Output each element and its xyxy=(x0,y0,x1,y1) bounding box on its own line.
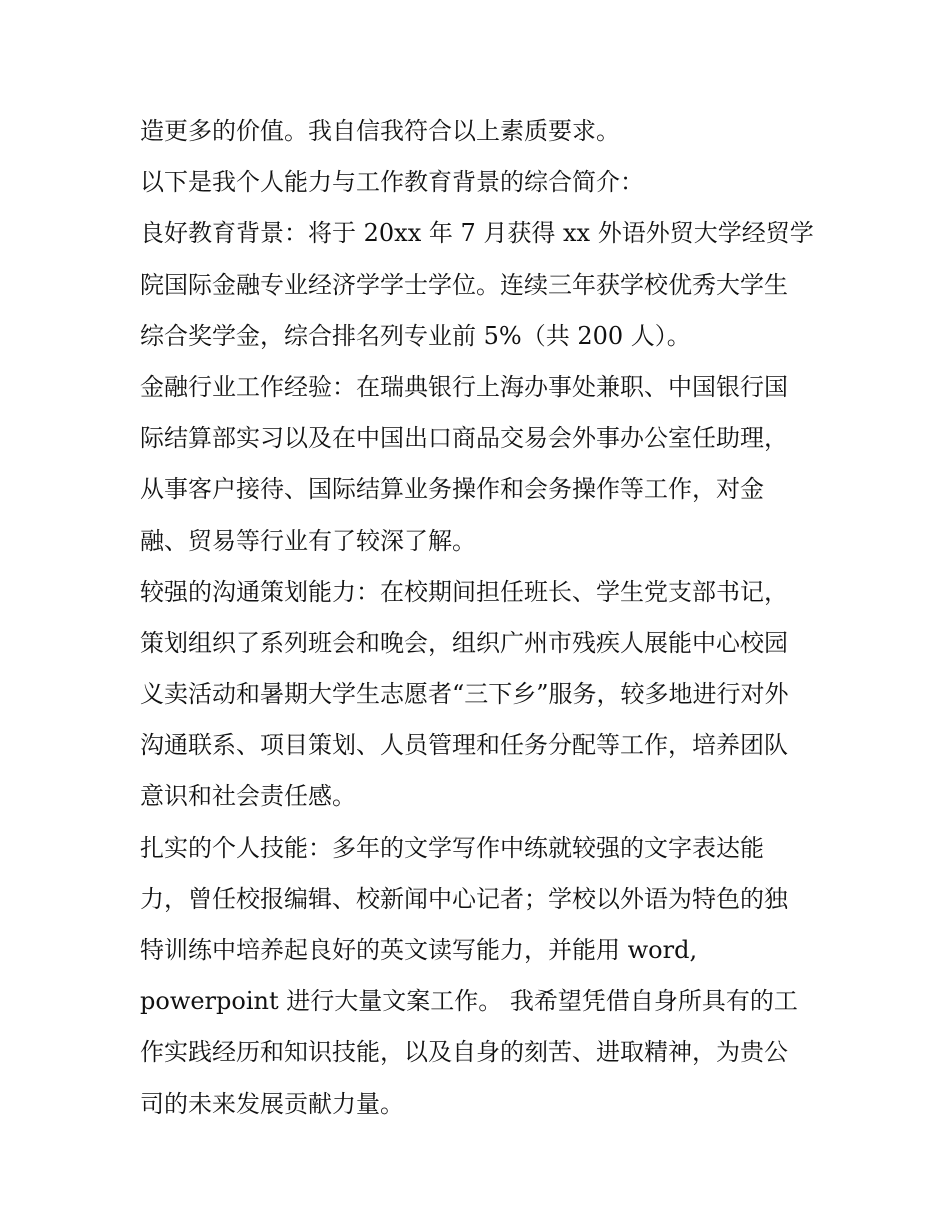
text-line: 良好教育背景：将于 20xx 年 7 月获得 xx 外语外贸大学经贸学 xyxy=(140,219,814,248)
text-line: 从事客户接待、国际结算业务操作和会务操作等工作，对金 xyxy=(140,475,764,504)
text-line: 司的未来发展贡献力量。 xyxy=(140,1089,404,1118)
text-line: powerpoint 进行大量文案工作。 我希望凭借自身所具有的工 xyxy=(140,987,798,1016)
text-line: 沟通联系、项目策划、人员管理和任务分配等工作，培养团队 xyxy=(140,731,788,760)
text-line: 扎实的个人技能：多年的文学写作中练就较强的文字表达能 xyxy=(140,833,764,862)
text-line: 造更多的价值。我自信我符合以上素质要求。 xyxy=(140,117,620,145)
text-line: 较强的沟通策划能力：在校期间担任班长、学生党支部书记， xyxy=(140,577,788,606)
text-line: 义卖活动和暑期大学生志愿者“三下乡”服务，较多地进行对外 xyxy=(140,680,789,709)
text-line: 综合奖学金，综合排名列专业前 5%（共 200 人）。 xyxy=(140,321,691,350)
document-body xyxy=(140,106,818,1130)
text-line: 特训练中培养起良好的英文读写能力，并能用 word, xyxy=(140,936,698,964)
text-line: 融、贸易等行业有了较深了解。 xyxy=(140,526,476,555)
text-line: 作实践经历和知识技能，以及自身的刻苦、进取精神，为贵公 xyxy=(140,1038,788,1067)
text-line: 际结算部实习以及在中国出口商品交易会外事办公室任助理， xyxy=(140,424,788,453)
text-line: 以下是我个人能力与工作教育背景的综合简介： xyxy=(140,168,644,197)
text-line: 力，曾任校报编辑、校新闻中心记者；学校以外语为特色的独 xyxy=(140,884,788,913)
text-line: 院国际金融专业经济学学士学位。连续三年获学校优秀大学生 xyxy=(140,270,788,299)
text-line: 策划组织了系列班会和晚会，组织广州市残疾人展能中心校园 xyxy=(140,628,788,657)
text-line: 意识和社会责任感。 xyxy=(140,782,356,811)
text-line: 金融行业工作经验：在瑞典银行上海办事处兼职、中国银行国 xyxy=(140,372,788,401)
